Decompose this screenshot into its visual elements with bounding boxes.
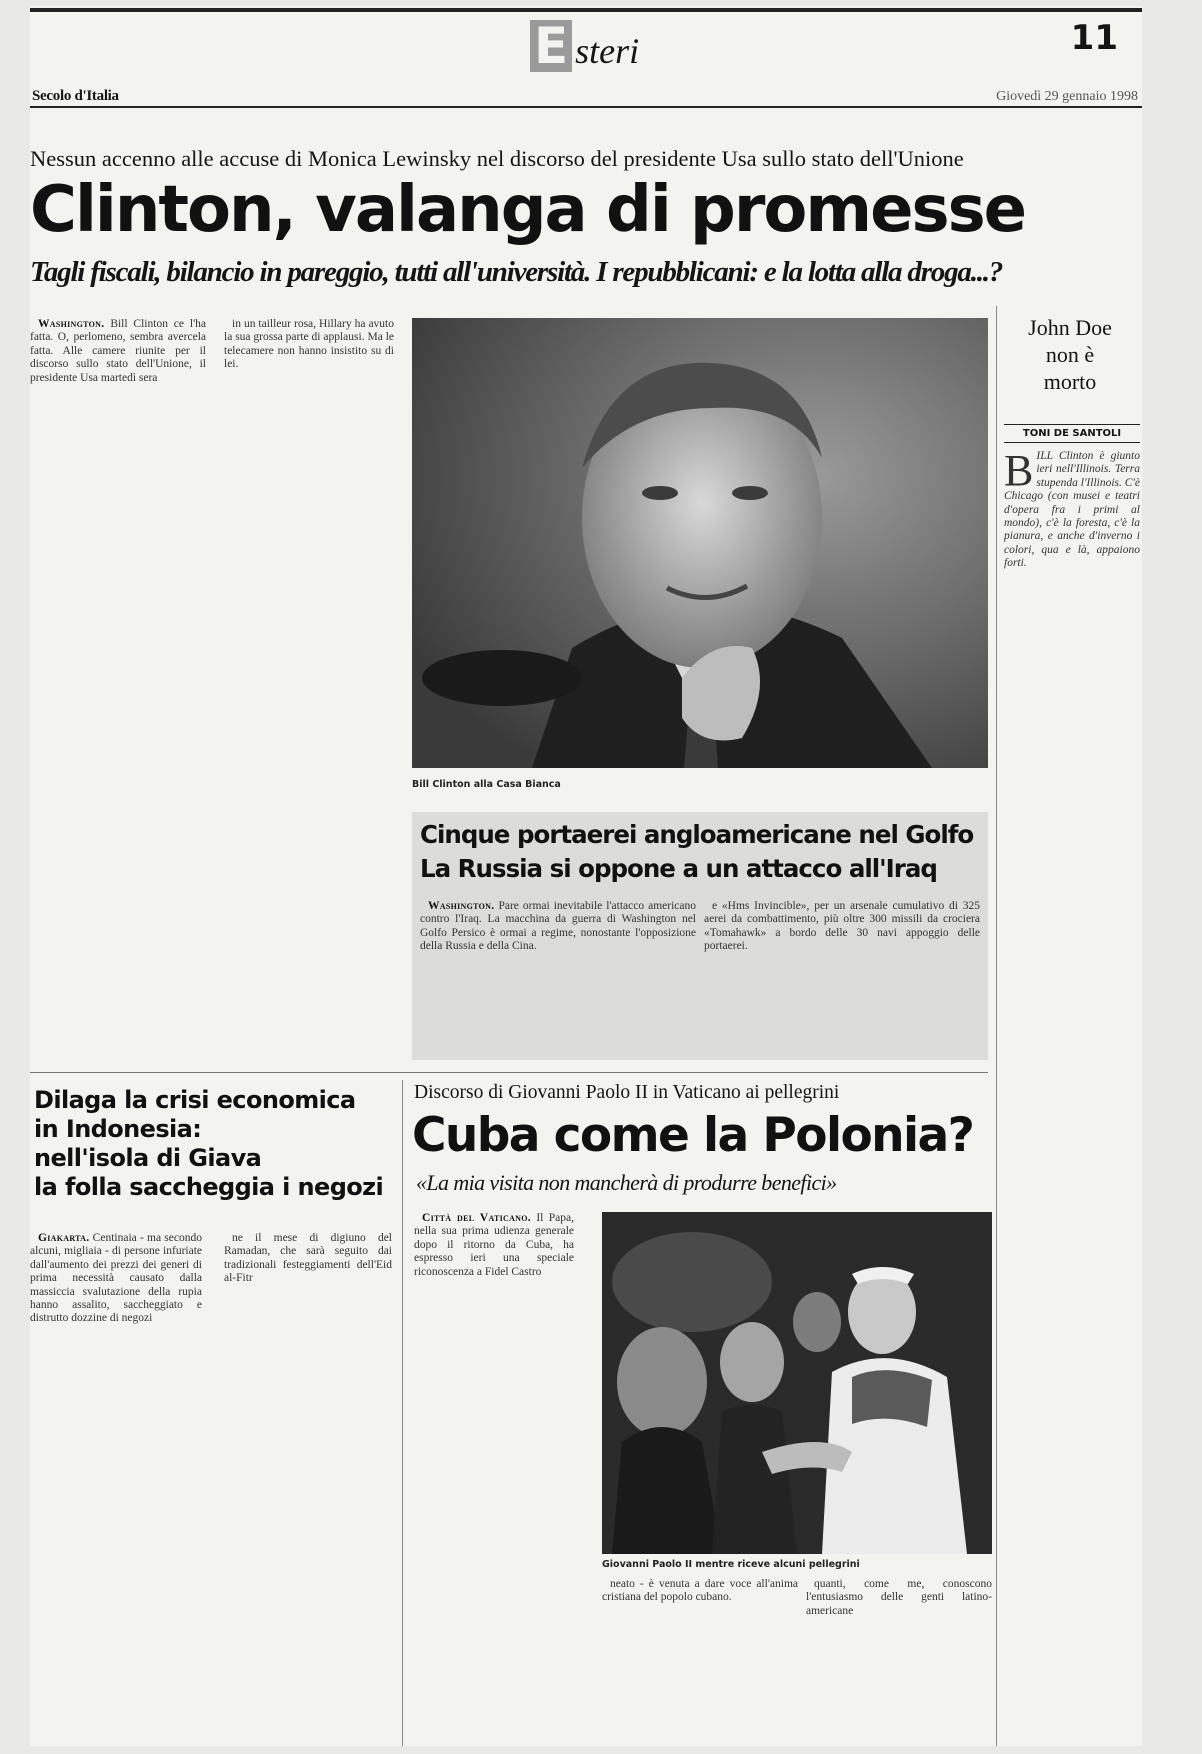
lead-column-1 (30, 318, 206, 1070)
lead-kicker: Nessun accenno alle accuse di Monica Lewinsky nel discorso del presidente Usa sullo stato dell'Unione (30, 146, 964, 171)
cuba-column-2-text: neato - è venuta a dare voce all'anima cristiana del popolo cubano. (602, 1578, 798, 1604)
cuba-column-1 (414, 1212, 574, 1744)
sidebar-title-line-1: John Doe (1028, 315, 1112, 340)
middle-rule (30, 1072, 988, 1073)
newspaper-page (30, 6, 1142, 1746)
lead-headline: Clinton, valanga di promesse (30, 173, 1026, 247)
iraq-column-2-text: e «Hms Invincible», per un arsenale cumulativo di 325 aerei da combattimento, più oltre 300 missili da crociera «Tomahawk» a bordo delle 30 navi appoggio delle portaerei. (704, 900, 980, 953)
sidebar-title (998, 314, 1142, 395)
cuba-headline: Cuba come la Polonia? (412, 1108, 974, 1163)
sidebar-text: ILL Clinton è giunto ieri nell'Illinois. Terra stupenda l'Illinois. C'è Chicago (con musei e teatri d'opera fra i primi al mondo), c'è la foresta, c'è la pianura, e anche d'inverno i colori, qua e là, appaiono forti. (1004, 450, 1140, 570)
top-border-rule (30, 8, 1142, 12)
indonesia-headline-line-4: la folla saccheggia i negozi (34, 1173, 384, 1201)
iraq-column-1 (420, 900, 696, 1056)
lead-column-2 (224, 318, 394, 1070)
indonesia-headline (34, 1086, 383, 1202)
indonesia-column-1 (30, 1232, 202, 1744)
lead-subheadline: Tagli fiscali, bilancio in pareggio, tutti all'università. I repubblicani: e la lotta alla droga...? (30, 256, 1003, 288)
indonesia-headline-line-2: in Indonesia: (34, 1115, 202, 1143)
sidebar-author-rule-bottom (1004, 442, 1140, 443)
sidebar-divider (996, 306, 997, 1746)
pope-photo-caption: Giovanni Paolo II mentre riceve alcuni pellegrini (602, 1559, 860, 1570)
cuba-kicker: Discorso di Giovanni Paolo II in Vaticano ai pellegrini (414, 1082, 840, 1103)
clinton-photo-caption: Bill Clinton alla Casa Bianca (412, 779, 561, 790)
pope-audience-illustration (602, 1212, 992, 1554)
iraq-column-1-text: Pare ormai inevitabile l'attacco americano contro l'Iraq. La macchina da guerra di Washington nel Golfo Persico è ormai a regime, nonostante l'opposizione della Russia e della Cina. (420, 900, 696, 953)
lead-dateline: Washington. (38, 318, 105, 330)
issue-date: Giovedì 29 gennaio 1998 (996, 89, 1138, 104)
indonesia-headline-line-3: nell'isola di Giava (34, 1144, 262, 1172)
section-title-rest: steri (575, 31, 640, 71)
page-number: 11 (1070, 18, 1118, 58)
iraq-headline-line-1: Cinque portaerei angloamericane nel Golfo (420, 820, 974, 849)
cuba-subheadline: «La mia visita non mancherà di produrre benefici» (416, 1170, 837, 1195)
indonesia-column-1-text: Centinaia - ma secondo alcuni, migliaia - di persone infuriate dall'aumento dei prezzi dei generi di prima necessità causato dalla massiccia svalutazione della rupia hanno assalito, saccheggiato e distrutto dozzine di negozi (30, 1232, 202, 1325)
cuba-column-3 (806, 1578, 992, 1744)
iraq-column-2 (704, 900, 980, 1056)
lower-column-divider (402, 1080, 403, 1746)
cuba-dateline: Città del Vaticano. (422, 1212, 531, 1224)
sidebar-author: TONI DE SANTOLI (1022, 428, 1122, 439)
clinton-portrait-illustration (412, 318, 988, 768)
lead-column-1-text: Bill Clinton ce l'ha fatta. O, perlomeno, sembra avercela fatta. Alle camere riunite per il discorso sullo stato dell'Unione, il presidente Usa martedì sera (30, 318, 206, 384)
section-title-initial: E (530, 20, 572, 72)
indonesia-column-2 (224, 1232, 392, 1744)
iraq-headline-line-2: La Russia si oppone a un attacco all'Iraq (420, 854, 937, 883)
cuba-column-1-text: Il Papa, nella sua prima udienza generale dopo il ritorno da Cuba, ha espresso ieri una speciale riconoscenza a Fidel Castro (414, 1212, 574, 1278)
pope-photo (602, 1212, 992, 1554)
sidebar-title-line-2: non è (1045, 342, 1095, 367)
indonesia-column-2-text: ne il mese di digiuno del Ramadan, che sarà seguito dai tradizionali festeggiamenti dell'Eid al-Fitr (224, 1232, 392, 1285)
paper-name: Secolo d'Italia (32, 88, 119, 104)
clinton-photo (412, 318, 988, 768)
sidebar-title-line-3: morto (1043, 369, 1097, 394)
iraq-dateline: Washington. (428, 900, 495, 912)
sidebar-column (1004, 450, 1140, 1744)
indonesia-headline-line-1: Dilaga la crisi economica (34, 1086, 356, 1114)
masthead-rule (30, 106, 1142, 108)
sidebar-dropcap: B (1004, 450, 1034, 495)
cuba-column-3-text: quanti, come me, conoscono l'entusiasmo delle genti latino-americane (806, 1578, 992, 1617)
sidebar-author-rule-top (1004, 424, 1140, 425)
indonesia-dateline: Giakarta. (38, 1232, 90, 1244)
cuba-column-2 (602, 1578, 798, 1744)
lead-column-2-text: in un tailleur rosa, Hillary ha avuto la sua grossa parte di applausi. Ma le telecamere non hanno insistito su di lei. (224, 318, 394, 371)
section-title (530, 17, 640, 80)
